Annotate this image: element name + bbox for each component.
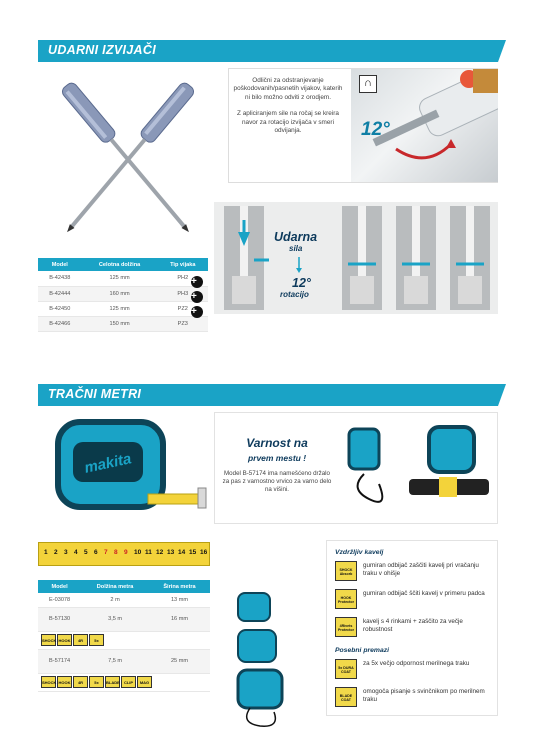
- ruler-number: 14: [178, 549, 186, 556]
- info-paragraph-1: Odlični za odstranjevanje poškodovanih/pasnetih vijakov, katerih ni bilo možno odviti z orodjem.: [233, 77, 343, 101]
- belt-clip-photos: [339, 419, 495, 519]
- cell-model: B-57174: [38, 649, 81, 673]
- table-row: [38, 593, 210, 607]
- ruler-number: 10: [134, 549, 142, 556]
- step-3: [450, 206, 490, 310]
- cell-model: E-03078: [38, 593, 81, 607]
- ruler-number: 6: [94, 549, 98, 556]
- feature-text: omogoča pisanje s svinčnikom po merilnem traku: [363, 688, 485, 704]
- rivets-icon: 4R: [73, 634, 88, 646]
- ruler-number: 1: [44, 549, 48, 556]
- cell-model: B-42438: [38, 271, 82, 286]
- hook-protector-icon: HOOK: [57, 676, 72, 688]
- ruler-number: 4: [74, 549, 78, 556]
- brand-logo: makita: [82, 450, 133, 477]
- screwdriver-info-panel: [228, 68, 498, 183]
- ruler-number: 3: [64, 549, 68, 556]
- features-group-2-title: Posebni premazi: [335, 647, 390, 654]
- cell-width: 16 mm: [149, 607, 210, 631]
- feature-badges-row: [38, 631, 210, 649]
- safety-text: Model B-57174 ima namešćeno držalo za pas z varnostno vrvico za varno delo na višini.: [222, 470, 332, 494]
- blade-coat-icon: BLADE: [105, 676, 120, 688]
- screwdriver-closeup-photo: [351, 69, 498, 182]
- force-title: Udarna: [274, 230, 318, 244]
- feature-text: kavelj s 4 rinkami + zaščito za večje robustnost: [363, 618, 463, 634]
- table-header-row: [38, 258, 208, 271]
- table-row: [38, 649, 210, 673]
- cell-width: 13 mm: [149, 593, 210, 607]
- table-row: [38, 316, 208, 331]
- feature-item: [335, 687, 495, 709]
- cell-length: 125 mm: [82, 271, 158, 286]
- feature-text: gumiran odbijač ščiti kavelj v primeru padca: [363, 590, 485, 597]
- step-2: [396, 206, 436, 310]
- cell-model: B-57130: [38, 607, 81, 631]
- table-row: [38, 271, 208, 286]
- type-label: PH2: [177, 275, 189, 282]
- cell-length: 2 m: [81, 593, 149, 607]
- ruler-number: 13: [167, 549, 175, 556]
- impact-diagram-drawing: [214, 202, 498, 314]
- section-title: UDARNI IZVIJAČI: [48, 43, 156, 57]
- col-length: Celotna dolžina: [82, 258, 158, 271]
- rotation-value: 12°: [292, 276, 311, 290]
- tape-table: [38, 580, 210, 692]
- tape-measures-small-image: [230, 588, 300, 728]
- section-header-screwdrivers: [38, 40, 498, 62]
- cell-length: 125 mm: [82, 301, 158, 316]
- shock-absorb-icon: SHOCK Absorb: [335, 561, 357, 581]
- feature-item: [335, 561, 495, 583]
- table-row: [38, 301, 208, 316]
- magnet-icon: ∩: [359, 75, 377, 93]
- ruler-number: 8: [114, 549, 118, 556]
- magnet-hook-icon: MAG: [137, 676, 152, 688]
- type-label: PZ3: [177, 320, 188, 327]
- shock-absorb-icon: SHOCK: [41, 676, 56, 688]
- feature-text: gumiran odbijač zaščiti kavelj pri vračanju traku v ohišje: [363, 562, 479, 578]
- col-model: Model: [38, 580, 81, 593]
- type-label: PH3: [177, 290, 189, 297]
- phillips-icon: +: [191, 288, 203, 306]
- col-width: Širina metra: [149, 580, 210, 593]
- info-paragraph-2: Z apliciranjem sile na ročaj se kreira navor za rotacijo izvijača v smeri odvijanja.: [237, 110, 339, 135]
- screwdrivers-image: [38, 68, 218, 248]
- table-header-row: [38, 580, 210, 593]
- cell-length: 3,5 m: [81, 607, 149, 631]
- ruler-number: 7: [104, 549, 108, 556]
- section-header-tapes: [38, 384, 498, 406]
- hook-protector-icon: HOOK: [57, 634, 72, 646]
- ruler-number: 2: [54, 549, 58, 556]
- dura-coat-icon: 5x DURA COAT: [335, 659, 357, 679]
- step-1: [342, 206, 382, 310]
- screwdriver-table: [38, 258, 208, 332]
- features-group-1-title: Vzdržljiv kavelj: [335, 549, 384, 556]
- type-label: PZ2: [177, 305, 188, 312]
- ruler-number: 15: [189, 549, 197, 556]
- cell-length: 7,5 m: [81, 649, 149, 673]
- dura-coat-icon: 5x: [89, 676, 104, 688]
- dura-coat-icon: 5x: [89, 634, 104, 646]
- features-panel: [326, 540, 498, 716]
- feature-badges: [38, 673, 210, 691]
- rivets-protector-icon: 4Rivets Protector: [335, 617, 357, 637]
- cell-model: B-42450: [38, 301, 82, 316]
- table-row: [38, 607, 210, 631]
- cell-model: B-42466: [38, 316, 82, 331]
- ruler-number: 12: [156, 549, 164, 556]
- ruler-number: 5: [84, 549, 88, 556]
- ruler-number: 11: [145, 549, 152, 556]
- feature-badges: [38, 631, 210, 649]
- safety-panel: [214, 412, 498, 524]
- safety-title: Varnost na: [246, 436, 308, 450]
- tape-ruler: [38, 542, 210, 566]
- cell-length: 150 mm: [82, 316, 158, 331]
- angle-label: 12°: [361, 119, 390, 140]
- pozidriv-icon: +: [191, 303, 203, 321]
- feature-item: [335, 589, 495, 611]
- belt-clip-icon: CLIP: [121, 676, 136, 688]
- force-subtitle: sila: [289, 244, 303, 253]
- ruler-number: 16: [200, 549, 208, 556]
- col-length: Dolžina metra: [81, 580, 149, 593]
- impact-diagram: [214, 202, 498, 314]
- table-row: [38, 286, 208, 301]
- tape-measure-image: [38, 412, 208, 522]
- col-model: Model: [38, 258, 82, 271]
- cell-width: 25 mm: [149, 649, 210, 673]
- ruler-number: 9: [124, 549, 128, 556]
- feature-item: [335, 617, 495, 639]
- feature-text: za 5x večjo odpornost merilnega traku: [363, 660, 470, 667]
- info-text: [233, 77, 343, 135]
- cell-length: 160 mm: [82, 286, 158, 301]
- cell-model: B-42444: [38, 286, 82, 301]
- rivets-icon: 4R: [73, 676, 88, 688]
- feature-badges-row: [38, 673, 210, 691]
- phillips-icon: +: [191, 273, 203, 291]
- hook-protector-icon: HOOK Protector: [335, 589, 357, 609]
- blade-coat-icon: BLADE COAT: [335, 687, 357, 707]
- feature-item: [335, 659, 495, 681]
- section-title: TRAČNI METRI: [48, 387, 142, 401]
- col-type: Tip vijaka: [158, 258, 208, 271]
- safety-subtitle: prvem mestu !: [247, 453, 307, 463]
- rotation-label: rotacijo: [280, 290, 309, 299]
- shock-absorb-icon: SHOCK: [41, 634, 56, 646]
